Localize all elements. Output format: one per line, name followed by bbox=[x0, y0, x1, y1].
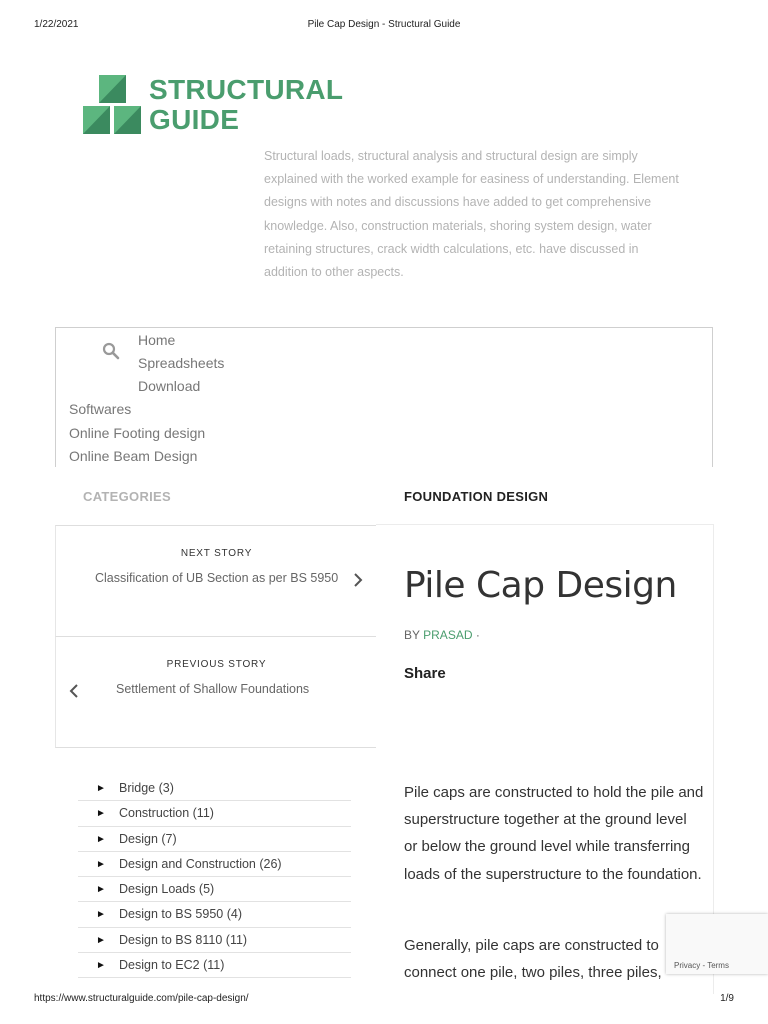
print-date: 1/22/2021 bbox=[34, 19, 79, 30]
previous-story-card[interactable] bbox=[55, 636, 376, 748]
category-item[interactable]: ► Design to BS 8110 (11) bbox=[78, 928, 351, 953]
triangle-right-icon: ► bbox=[96, 783, 106, 794]
next-story-title[interactable]: Classification of UB Section as per BS 5950 bbox=[95, 571, 339, 585]
print-page-title: Pile Cap Design - Structural Guide bbox=[307, 19, 461, 30]
category-item[interactable]: ► Design to EC2 (11) bbox=[78, 953, 351, 978]
main-navigation bbox=[55, 327, 713, 467]
byline-prefix: BY bbox=[404, 628, 420, 642]
nav-link-download[interactable]: Download bbox=[138, 378, 201, 394]
nav-link-online-footing-design[interactable]: Online Footing design bbox=[69, 425, 206, 441]
byline-suffix: · bbox=[472, 628, 480, 642]
site-logo[interactable] bbox=[83, 75, 353, 137]
nav-link-spreadsheets[interactable]: Spreadsheets bbox=[138, 355, 225, 371]
triangle-right-icon: ► bbox=[96, 858, 106, 870]
nav-link-home[interactable]: Home bbox=[138, 332, 176, 348]
category-item[interactable]: ► Design Loads (5) bbox=[78, 877, 351, 902]
triangle-right-icon: ► bbox=[96, 909, 106, 921]
article-paragraph: Generally, pile caps are constructed to connect one pile, two piles, three piles, bbox=[404, 937, 662, 982]
triangle-right-icon: ► bbox=[96, 833, 106, 845]
category-item[interactable]: ► Bridge (3) bbox=[78, 776, 351, 801]
recaptcha-badge[interactable] bbox=[666, 914, 768, 974]
next-story-card[interactable] bbox=[55, 525, 376, 637]
print-page-number: 1/9 bbox=[720, 993, 734, 1004]
share-label: Share bbox=[404, 665, 446, 682]
category-item[interactable]: ► Design (7) bbox=[78, 827, 351, 852]
logo-wordmark: STRUCTURAL GUIDE bbox=[149, 74, 344, 135]
triangle-right-icon: ► bbox=[96, 808, 106, 820]
triangle-right-icon: ► bbox=[96, 884, 106, 896]
logo-square-icon bbox=[114, 106, 141, 134]
triangle-right-icon: ► bbox=[96, 960, 106, 972]
author-link[interactable]: PRASAD bbox=[423, 628, 473, 642]
site-tagline: Structural loads, structural analysis and structural design are simply explained with the worked example for easiness of understanding. Element designs with notes and discussions have added to get comprehensive knowledge. Also, construction materials, shoring system design, water retaining structures, crack width calculations, etc. have discussed in addition to other aspects. bbox=[264, 149, 679, 280]
next-story-label: NEXT STORY bbox=[180, 548, 253, 559]
article-paragraph: Pile caps are constructed to hold the pile and superstructure together at the ground level or below the ground level while transferring loads of the superstructure to the foundation. bbox=[404, 784, 704, 883]
article-title: Pile Cap Design bbox=[404, 565, 677, 606]
article-category[interactable]: FOUNDATION DESIGN bbox=[404, 489, 549, 504]
logo-square-icon bbox=[99, 75, 126, 103]
category-item[interactable]: ► Design to BS 5950 (4) bbox=[78, 902, 351, 927]
nav-link-softwares[interactable]: Softwares bbox=[69, 401, 132, 417]
chevron-right-icon[interactable] bbox=[352, 572, 364, 588]
print-url: https://www.structuralguide.com/pile-cap-design/ bbox=[34, 993, 249, 1004]
recaptcha-terms-link[interactable]: Privacy - Terms bbox=[674, 961, 729, 970]
logo-square-icon bbox=[83, 106, 110, 134]
previous-story-title[interactable]: Settlement of Shallow Foundations bbox=[116, 682, 310, 696]
categories-heading: CATEGORIES bbox=[83, 489, 171, 504]
triangle-right-icon: ► bbox=[96, 934, 106, 946]
chevron-left-icon[interactable] bbox=[68, 683, 80, 699]
category-list bbox=[78, 776, 351, 978]
previous-story-label: PREVIOUS STORY bbox=[166, 659, 267, 670]
category-item[interactable]: ► Construction (11) bbox=[78, 801, 351, 826]
category-item[interactable]: ► Design and Construction (26) bbox=[78, 852, 351, 877]
search-icon[interactable] bbox=[102, 342, 120, 360]
article-byline bbox=[404, 628, 480, 642]
nav-link-online-beam-design[interactable]: Online Beam Design bbox=[69, 448, 198, 464]
